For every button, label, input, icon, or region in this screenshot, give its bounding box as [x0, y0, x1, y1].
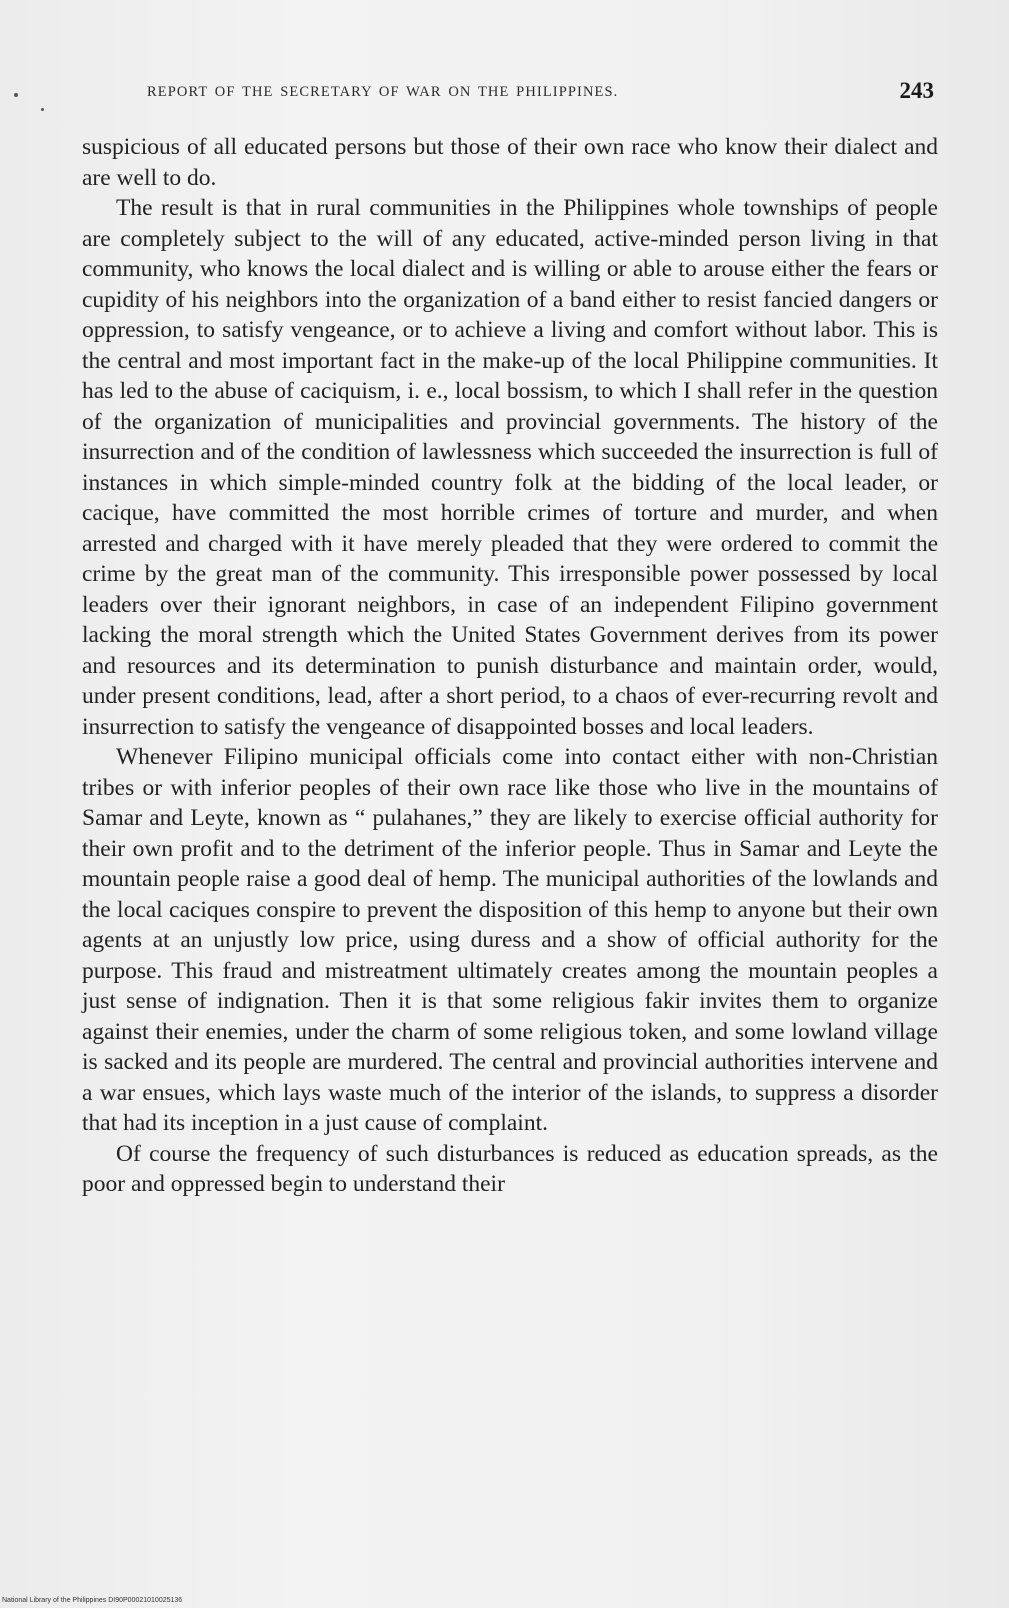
- paragraph: The result is that in rural communities in the Philippines whole townships of people are completely subject to the will of any educated, active-minded person living in that community, who knows the local dialect and is willing or able to arouse either the fears or cupidity of his neighbors into the organization of a band either to resist fancied dangers or oppression, to satisfy vengeance, or to achieve a living and comfort without labor. This is the central and most important fact in the make-up of the local Philippine communities. It has led to the abuse of caciquism, i. e., local bossism, to which I shall refer in the question of the organization of municipalities and provincial governments. The history of the insurrection and of the condition of lawlessness which succeeded the insurrection is full of instances in which simple-minded country folk at the bidding of the local leader, or cacique, have committed the most horrible crimes of torture and murder, and when arrested and charged with it have merely pleaded that they were ordered to commit the crime by the great man of the community. This irresponsible power possessed by local leaders over their ignorant neighbors, in case of an independent Filipino government lacking the moral strength which the United States Government derives from its power and resources and its determination to punish disturbance and maintain order, would, under present conditions, lead, after a short period, to a chaos of ever-recurring revolt and insurrection to satisfy the vengeance of disappointed bosses and local leaders.: [82, 195, 938, 740]
- body-text: [82, 132, 938, 1200]
- scan-speck: [41, 108, 44, 111]
- paragraph: Of course the frequency of such disturbances is reduced as education spreads, as the poor and oppressed begin to understand their: [82, 1140, 938, 1197]
- running-head: REPORT OF THE SECRETARY OF WAR ON THE PHILIPPINES.: [147, 84, 619, 100]
- paragraph: suspicious of all educated persons but those of their own race who know their dialect and are well to do.: [82, 134, 938, 191]
- scan-speck: [14, 93, 18, 97]
- page-number: 243: [899, 78, 934, 103]
- paragraph: Whenever Filipino municipal officials come into contact either with non-Christian tribes or with inferior peoples of their own race like those who live in the mountains of Samar and Leyte, known as “ pulahanes,” they are likely to exercise official authority for their own profit and to the detriment of the inferior people. Thus in Samar and Leyte the mountain people raise a good deal of hemp. The municipal authorities of the lowlands and the local caciques conspire to prevent the disposition of this hemp to anyone but their own agents at an unjustly low price, using duress and a show of official authority for the purpose. This fraud and mistreatment ultimately creates among the mountain peoples a just sense of indignation. Then it is that some religious fakir invites them to organize against their enemies, under the charm of some religious token, and some lowland village is sacked and its people are murdered. The central and provincial authorities intervene and a war ensues, which lays waste much of the interior of the islands, to suppress a disorder that had its inception in a just cause of complaint.: [82, 744, 938, 1136]
- scan-credit: National Library of the Philippines DI90P00021010025136: [2, 1597, 183, 1604]
- page-header: [82, 76, 938, 106]
